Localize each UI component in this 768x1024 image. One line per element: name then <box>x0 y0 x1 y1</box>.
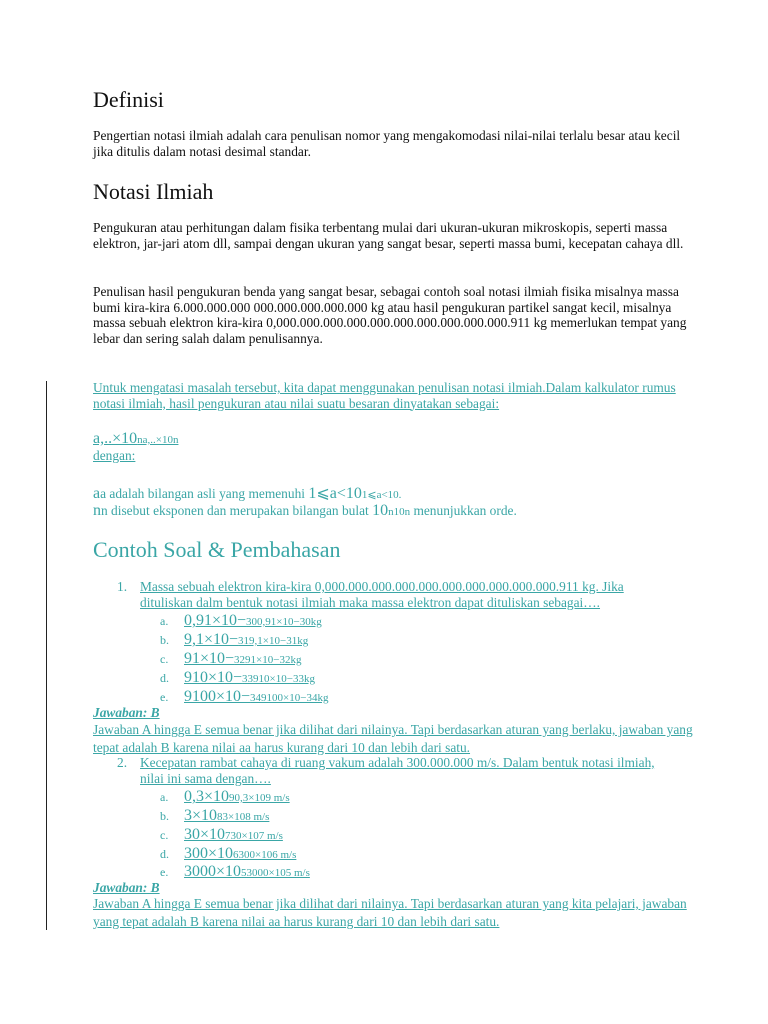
question-1[interactable] <box>117 579 677 611</box>
question-2-number: 2. <box>117 755 128 770</box>
q1-option-b[interactable]: b. 9,1×10−319,1×10−31kg <box>160 631 309 648</box>
heading-contoh-soal: Contoh Soal & Pembahasan <box>93 537 341 562</box>
q1-option-c[interactable]: c. 91×10−3291×10−32kg <box>160 650 302 667</box>
heading-notasi-ilmiah: Notasi Ilmiah <box>93 179 214 204</box>
notasi-paragraph-1: Pengukuran atau perhitungan dalam fisika terbentang mulai dari ukuran-ukuran mikroskopis, seperti massa elektron, jar-jari atom dll, sampai dengan ukuran yang sangat besar, seperti massa bumi, kecepatan cahaya dll. <box>93 220 684 251</box>
line-n-text: n disebut eksponen dan merupakan bilangan bulat <box>101 503 373 518</box>
line-n-exp: n10n <box>388 506 411 518</box>
q2-option-d[interactable]: d. 300×106300×106 m/s <box>160 845 297 862</box>
formula-line[interactable] <box>93 430 178 448</box>
question-1-text: Massa sebuah elektron kira-kira 0,000.000.000.000.000.000.000.000.000.000.911 kg. Jika dituliskan dalm bentuk notasi ilmiah maka massa elektron dapat dituliskan sebagai…. <box>140 579 624 610</box>
question-2[interactable] <box>117 755 677 787</box>
dengan-label[interactable]: dengan: <box>93 448 136 463</box>
q1-answer-heading[interactable]: Jawaban: B <box>93 705 160 720</box>
q2-answer-heading[interactable]: Jawaban: B <box>93 880 160 895</box>
notasi-paragraph-2: Penulisan hasil pengukuran benda yang sangat besar, sebagai contoh soal notasi ilmiah fisika misalnya massa bumi kira-kira 6.000.000.000 000.000.000.000.000 kg atau hasil pengukuran partikel sangat kecil, misalnya massa sebuah elektron kira-kira 0,000.000.000.000.000.000.000.000.000.000.911 kg memerlukan tempat yang lebar dan sering salah dalam penulisannya. <box>93 284 687 346</box>
line-a-range-big: 1⩽a<10 <box>308 485 362 502</box>
margin-change-bar <box>46 381 47 930</box>
teal-intro-paragraph[interactable]: Untuk mengatasi masalah tersebut, kita dapat menggunakan penulisan notasi ilmiah.Dalam kalkulator rumus notasi ilmiah, hasil pengukuran atau nilai suatu besaran dinyatakan sebagai: <box>93 380 676 411</box>
q1-option-d[interactable]: d. 910×10−33910×10−33kg <box>160 669 315 686</box>
q2-answer-text[interactable]: Jawaban A hingga E semua benar jika dilihat dari nilainya. Tapi berdasarkan aturan yang kita pelajari, jawaban yang tepat adalah B karena nilai aa harus kurang dari 10 dan lebih dari satu. <box>93 896 687 929</box>
line-n-var: n <box>93 502 101 519</box>
line-a-text: a adalah bilangan asli yang memenuhi <box>100 486 309 501</box>
q1-answer-text[interactable]: Jawaban A hingga E semua benar jika dilihat dari nilainya. Tapi berdasarkan aturan yang berlaku, jawaban yang tepat adalah B karena nilai aa harus kurang dari 10 dan lebih dari satu. <box>93 722 693 755</box>
line-a-range-small: 1⩽a<10. <box>361 489 402 501</box>
line-n-tail: menunjukkan orde. <box>410 503 517 518</box>
q2-option-b[interactable]: b. 3×1083×108 m/s <box>160 807 270 824</box>
formula-small: na,..×10n <box>137 434 179 446</box>
q2-option-c[interactable]: c. 30×10730×107 m/s <box>160 826 283 843</box>
q1-option-e[interactable]: e. 9100×10−349100×10−34kg <box>160 688 329 705</box>
formula-big: a,..×10 <box>93 430 138 447</box>
definisi-paragraph: Pengertian notasi ilmiah adalah cara penulisan nomor yang mengakomodasi nilai-nilai terlalu besar atau kecil jika ditulis dalam notasi desimal standar. <box>93 128 681 159</box>
line-n[interactable] <box>93 502 517 520</box>
q2-option-e[interactable]: e. 3000×1053000×105 m/s <box>160 863 310 880</box>
q1-option-a[interactable]: a. 0,91×10−300,91×10−30kg <box>160 612 322 629</box>
heading-definisi: Definisi <box>93 87 164 112</box>
question-1-number: 1. <box>117 579 128 594</box>
q2-option-a[interactable]: a. 0,3×1090,3×109 m/s <box>160 788 290 805</box>
line-a-var: a <box>93 485 101 502</box>
line-a[interactable] <box>93 483 401 503</box>
question-2-text: Kecepatan rambat cahaya di ruang vakum adalah 300.000.000 m/s. Dalam bentuk notasi ilmiah, nilai ini sama dengan…. <box>140 755 655 786</box>
line-n-ten: 10 <box>372 502 389 519</box>
